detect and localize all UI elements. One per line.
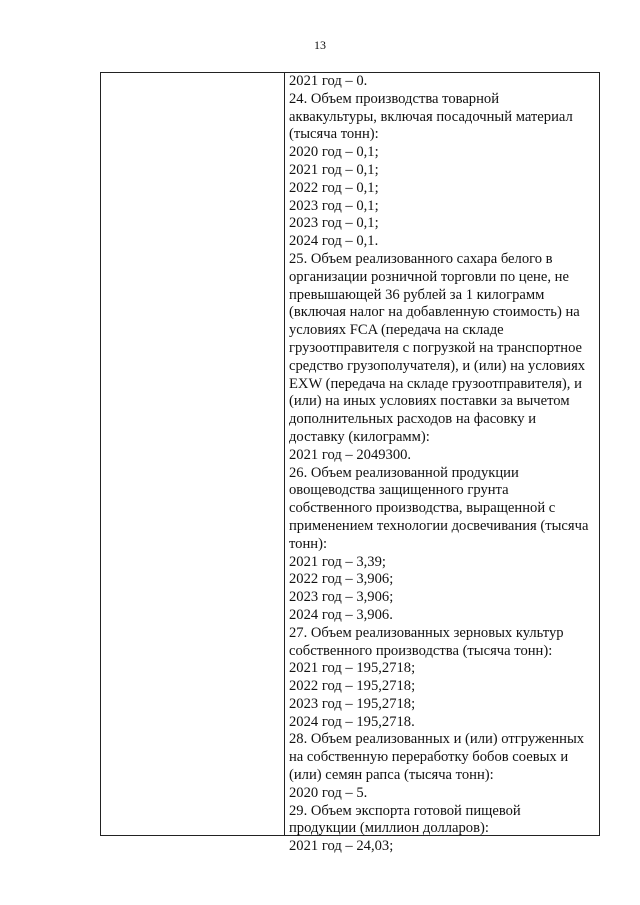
text-line: 2022 год – 195,2718; <box>289 678 416 695</box>
text-line: 2023 год – 3,906; <box>289 589 394 606</box>
text-line: собственного производства, выращенной с <box>289 500 556 517</box>
text-line: превышающей 36 рублей за 1 килограмм <box>289 286 545 303</box>
text-line: тонн): <box>289 535 328 552</box>
text-line: овощеводства защищенного грунта <box>289 482 509 499</box>
text-line: 2020 год – 5. <box>289 784 368 801</box>
text-line: (или) на иных условиях поставки за вычетом <box>289 393 570 410</box>
text-line: (включая налог на добавленную стоимость) на <box>289 304 580 321</box>
text-line: грузоотправителя с погрузкой на транспортное <box>289 339 583 356</box>
text-line: доставку (килограмм): <box>289 428 430 445</box>
text-line: 2022 год – 3,906; <box>289 571 394 588</box>
text-line: продукции (миллион долларов): <box>289 820 489 837</box>
text-line: 2024 год – 195,2718. <box>289 713 415 730</box>
text-line: применением технологии досвечивания (тысяча <box>289 517 589 534</box>
text-line: на собственную переработку бобов соевых и <box>289 749 569 766</box>
table-right-column <box>285 73 599 855</box>
text-line: 26. Объем реализованной продукции <box>289 464 519 481</box>
text-line: 29. Объем экспорта готовой пищевой <box>289 802 521 819</box>
text-line: 2024 год – 0,1. <box>289 233 379 250</box>
text-line: 2023 год – 195,2718; <box>289 695 416 712</box>
text-line: 2023 год – 0,1; <box>289 197 379 214</box>
text-line: аквакультуры, включая посадочный материал <box>289 108 573 125</box>
text-line: 24. Объем производства товарной <box>289 90 500 107</box>
page-number: 13 <box>314 38 326 52</box>
text-line: 2024 год – 3,906. <box>289 606 393 623</box>
text-line: EXW (передача на складе грузоотправителя), и <box>289 375 582 392</box>
table-left-column <box>101 73 285 835</box>
text-line: условиях FCA (передача на складе <box>289 322 504 339</box>
text-line: (или) семян рапса (тысяча тонн): <box>289 767 494 784</box>
text-line: 27. Объем реализованных зерновых культур <box>289 624 564 641</box>
text-line: организации розничной торговли по цене, не <box>289 268 569 285</box>
text-line: средство грузополучателя), и (или) на условиях <box>289 357 586 374</box>
text-line: 2021 год – 24,03; <box>289 838 394 855</box>
text-line: 2022 год – 0,1; <box>289 179 379 196</box>
text-line: 28. Объем реализованных и (или) отгруженных <box>289 731 585 748</box>
text-line: 25. Объем реализованного сахара белого в <box>289 250 553 267</box>
text-line: 2021 год – 0. <box>289 73 368 89</box>
text-line: собственного производства (тысяча тонн): <box>289 642 553 659</box>
text-line: 2021 год – 2049300. <box>289 446 412 463</box>
text-line: 2021 год – 0,1; <box>289 161 379 178</box>
text-line: дополнительных расходов на фасовку и <box>289 411 537 428</box>
text-line: 2021 год – 195,2718; <box>289 660 416 677</box>
text-line: (тысяча тонн): <box>289 126 379 143</box>
text-line: 2020 год – 0,1; <box>289 144 379 161</box>
document-table <box>100 72 600 855</box>
text-line: 2023 год – 0,1; <box>289 215 379 232</box>
text-line: 2021 год – 3,39; <box>289 553 386 570</box>
